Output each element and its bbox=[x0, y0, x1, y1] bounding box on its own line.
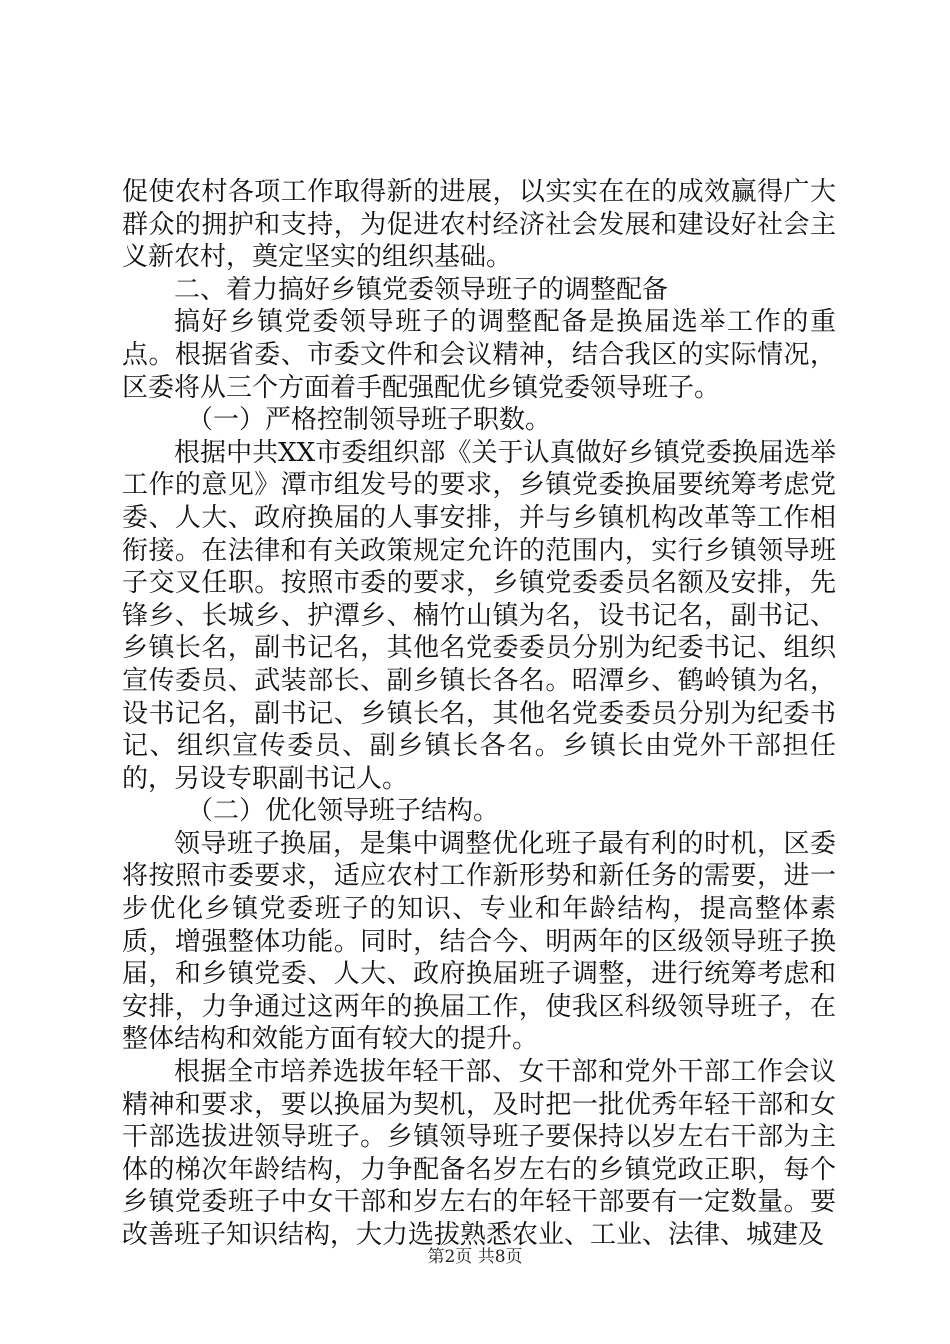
paragraph: 根据中共XX市委组织部《关于认真做好乡镇党委换届选举工作的意见》潭市组发号的要求，乡镇党委换届要统筹考虑党委、人大、政府换届的人事安排，并与乡镇机构改革等工作相衔接。在法律和有关政策规定允许的范围内，实行乡镇领导班子交叉任职。按照市委的要求，乡镇党委委员名额及安排，先锋乡、长城乡、护潭乡、楠竹山镇为名，设书记名，副书记、乡镇长名，副书记名，其他名党委委员分别为纪委书记、组织宣传委员、武装部长、副乡镇长各名。昭潭乡、鹤岭镇为名，设书记名，副书记、乡镇长名，其他名党委委员分别为纪委书记、组织宣传委员、副乡镇长各名。乡镇长由党外干部担任的，另设专职副书记人。 bbox=[122, 437, 836, 794]
subsection-heading: （一）严格控制领导班子职数。 bbox=[187, 405, 552, 436]
page-footer: 第2页 共8页 bbox=[427, 1247, 523, 1267]
subsection-heading: （二）优化领导班子结构。 bbox=[187, 796, 500, 827]
paragraph-continuation: 促使农村各项工作取得新的进展，以实实在在的成效赢得广大群众的拥护和支持，为促进农村经济社会发展和建设好社会主义新农村，奠定坚实的组织基础。 bbox=[122, 177, 836, 273]
paragraph: 根据全市培养选拔年轻干部、女干部和党外干部工作会议精神和要求，要以换届为契机，及时把一批优秀年轻干部和女干部选拔进领导班子。乡镇领导班子要保持以岁左右干部为主体的梯次年龄结构，力争配备名岁左右的乡镇党政正职，每个乡镇党委班子中女干部和岁左右的年轻干部要有一定数量。要改善班子知识结构，大力选拔熟悉农业、工业、法律、城建及 bbox=[122, 1057, 836, 1250]
paragraph: 领导班子换届，是集中调整优化班子最有利的时机，区委将按照市委要求，适应农村工作新形势和新任务的需要，进一步优化乡镇党委班子的知识、专业和年龄结构，提高整体素质，增强整体功能。同时，结合今、明两年的区级领导班子换届，和乡镇党委、人大、政府换届班子调整，进行统筹考虑和安排，力争通过这两年的换届工作，使我区科级领导班子，在整体结构和效能方面有较大的提升。 bbox=[122, 828, 836, 1055]
document-body bbox=[122, 176, 836, 1252]
section-heading: 二、着力搞好乡镇党委领导班子的调整配备 bbox=[174, 274, 669, 305]
paragraph: 搞好乡镇党委领导班子的调整配备是换届选举工作的重点。根据省委、市委文件和会议精神，结合我区的实际情况，区委将从三个方面着手配强配优乡镇党委领导班子。 bbox=[122, 307, 836, 403]
